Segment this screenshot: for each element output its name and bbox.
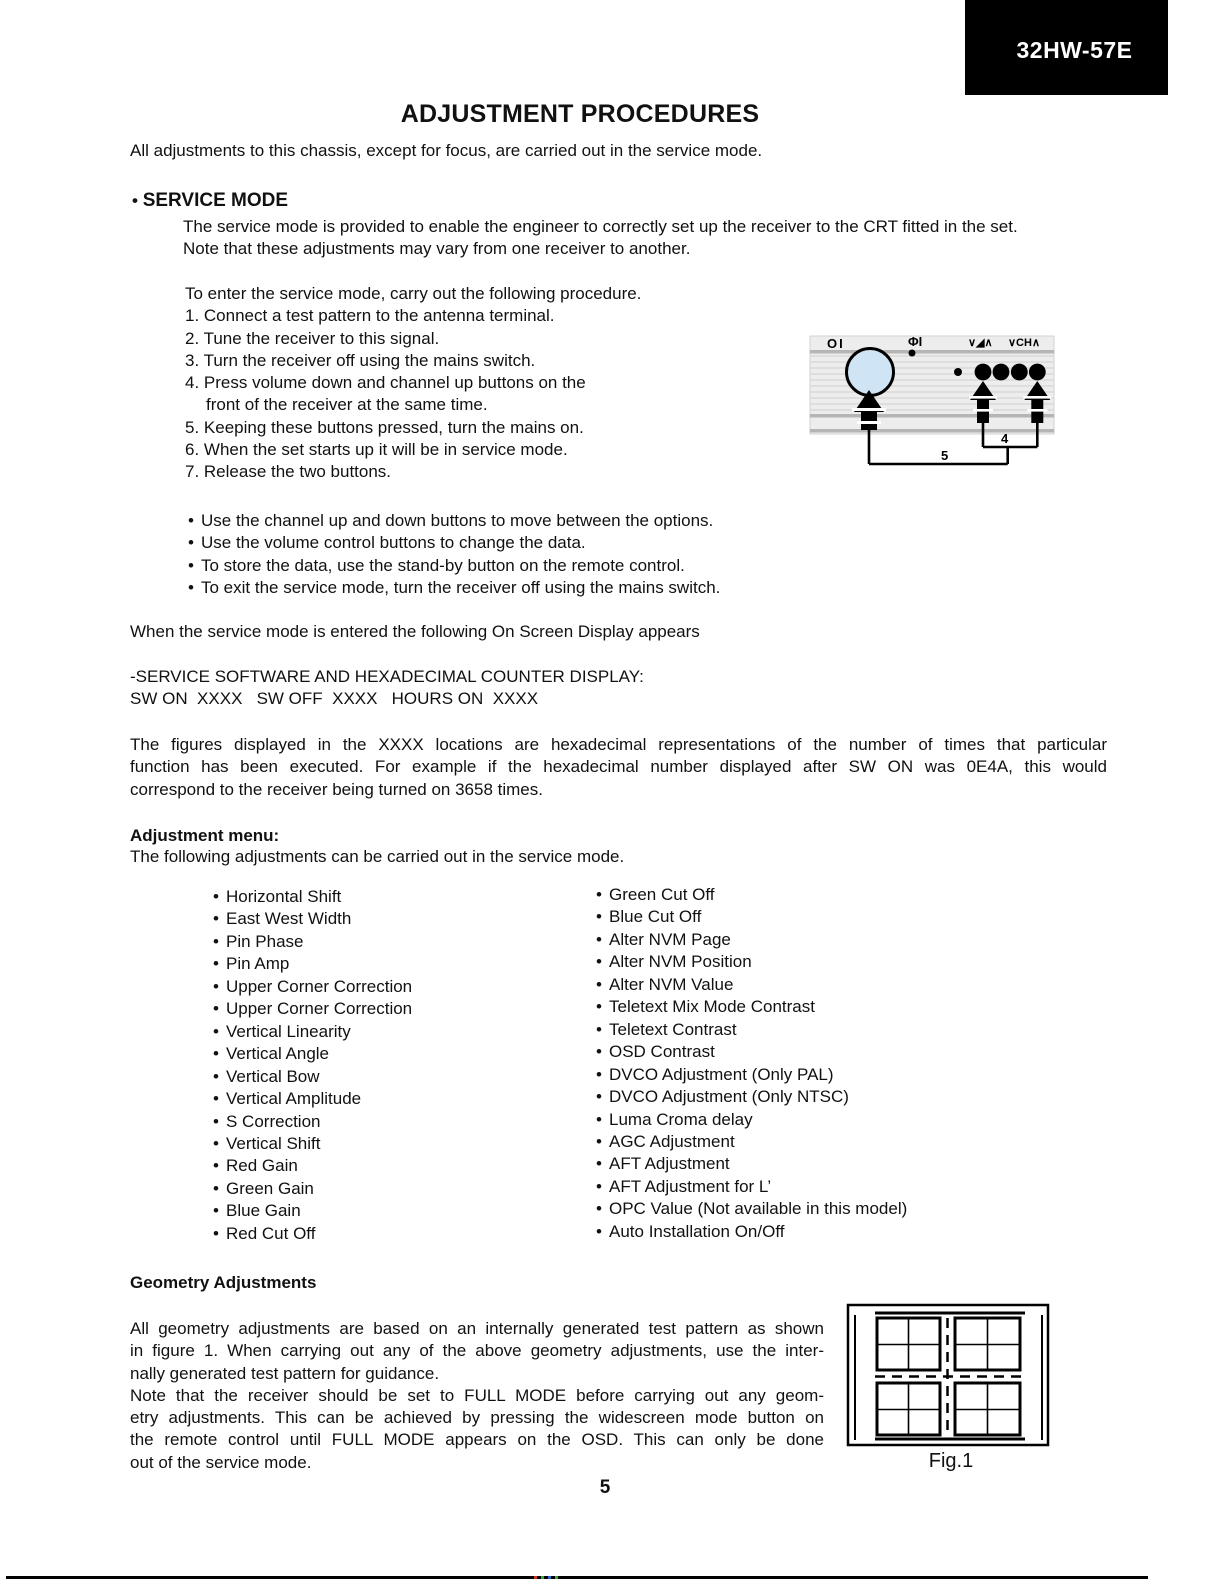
volume-buttons-symbol: ∨◢∧	[968, 337, 993, 349]
page-number: 5	[599, 1477, 611, 1498]
procedure-step: 6. When the set starts up it will be in service mode.	[185, 440, 568, 460]
tip-item: • To exit the service mode, turn the receiver off using the mains switch.	[188, 577, 720, 599]
adjustment-item: • AFT Adjustment for L’	[596, 1176, 907, 1198]
adjustment-item: • Green Gain	[213, 1178, 412, 1200]
tip-item: • To store the data, use the stand-by button on the remote control.	[188, 555, 720, 577]
adjustment-item: • DVCO Adjustment (Only PAL)	[596, 1064, 907, 1086]
channel-buttons-symbol: ∨CH∧	[1008, 337, 1040, 349]
procedure-intro: To enter the service mode, carry out the following procedure.	[185, 284, 642, 303]
mains-switch-knob	[847, 349, 894, 396]
procedure-step-continuation: front of the receiver at the same time.	[206, 395, 488, 415]
step4-callout-label: 4	[1001, 431, 1009, 446]
procedure-step: 3. Turn the receiver off using the mains switch.	[185, 350, 536, 370]
adjustment-item: • Alter NVM Position	[596, 951, 907, 973]
geometry-paragraph	[130, 1318, 824, 1474]
adjustment-item: • Blue Cut Off	[596, 906, 907, 928]
adjustment-item: • Vertical Angle	[213, 1043, 412, 1065]
model-banner	[965, 0, 1168, 95]
adjustment-item: • Auto Installation On/Off	[596, 1221, 907, 1243]
bottom-print-edge	[6, 1576, 1148, 1579]
adjustment-item: • Teletext Contrast	[596, 1019, 907, 1041]
adjustment-item: • Blue Gain	[213, 1200, 412, 1222]
osd-display-title: -SERVICE SOFTWARE AND HEXADECIMAL COUNTER DISPLAY:	[130, 667, 644, 686]
adjustment-item: • East West Width	[213, 908, 412, 930]
procedure-step: 5. Keeping these buttons pressed, turn the mains on.	[185, 417, 584, 437]
service-mode-tips	[188, 510, 720, 599]
tip-item: • Use the volume control buttons to change the data.	[188, 532, 720, 554]
adjustment-item: • Upper Corner Correction	[213, 976, 412, 998]
adjustment-item: • Alter NVM Value	[596, 974, 907, 996]
hex-explanation	[130, 734, 1107, 801]
adjustment-item: • Red Cut Off	[213, 1223, 412, 1245]
adjustment-left-column	[213, 886, 412, 1245]
standby-symbol: ΦI	[908, 334, 923, 349]
volume-up-button	[993, 364, 1010, 381]
adjustment-menu-heading: Adjustment menu:	[130, 826, 280, 845]
service-mode-description	[183, 216, 1018, 261]
osd-intro: When the service mode is entered the following On Screen Display appears	[130, 622, 700, 641]
front-panel-diagram	[800, 330, 1060, 480]
geometry-line: nally generated test pattern for guidance.	[130, 1363, 440, 1383]
geometry-line: in figure 1. When carrying out any of the above geometry adjustments, use the inter-	[130, 1341, 824, 1361]
adjustment-item: • Luma Croma delay	[596, 1109, 907, 1131]
hex-explanation-line: function has been executed. For example if the hexadecimal number displayed after SW ON was 0E4A, this would	[130, 757, 1107, 777]
power-symbol: OI	[827, 336, 845, 351]
adjustment-item: • DVCO Adjustment (Only NTSC)	[596, 1086, 907, 1108]
adjustment-item: • OSD Contrast	[596, 1041, 907, 1063]
adjustment-item: • Vertical Linearity	[213, 1021, 412, 1043]
remote-sensor-dot	[954, 368, 962, 376]
standby-led	[909, 350, 916, 357]
adjustment-item: • Vertical Bow	[213, 1066, 412, 1088]
adjustment-item: • Horizontal Shift	[213, 886, 412, 908]
channel-down-button	[1011, 364, 1028, 381]
osd-display-line: SW ON XXXX SW OFF XXXX HOURS ON XXXX	[130, 689, 539, 708]
adjustment-item: • Pin Amp	[213, 953, 412, 975]
adjustment-item: • S Correction	[213, 1111, 412, 1133]
adjustment-item: • Alter NVM Page	[596, 929, 907, 951]
procedure-list	[185, 283, 641, 484]
print-registration-marks	[534, 1576, 568, 1579]
adjustment-item: • Vertical Amplitude	[213, 1088, 412, 1110]
geometry-line: All geometry adjustments are based on an internally generated test pattern as shown	[130, 1319, 824, 1338]
tip-item: • Use the channel up and down buttons to move between the options.	[188, 510, 720, 532]
adjustment-item: • Teletext Mix Mode Contrast	[596, 996, 907, 1018]
intro-text: All adjustments to this chassis, except for focus, are carried out in the service mode.	[130, 141, 763, 160]
volume-down-button	[975, 364, 992, 381]
adjustment-item: • Pin Phase	[213, 931, 412, 953]
adjustment-menu-subheading: The following adjustments can be carried out in the service mode.	[130, 847, 625, 866]
hex-explanation-line: The figures displayed in the XXXX locations are hexadecimal representations of the number of times that particular	[130, 735, 1107, 754]
procedure-step: 1. Connect a test pattern to the antenna terminal.	[185, 306, 555, 326]
geometry-heading: Geometry Adjustments	[130, 1273, 317, 1292]
procedure-step: 2. Tune the receiver to this signal.	[185, 328, 440, 348]
test-pattern-figure	[840, 1295, 1055, 1470]
service-mode-heading	[132, 190, 288, 212]
figure-caption: Fig.1	[928, 1450, 974, 1472]
geometry-line: Note that the receiver should be set to FULL MODE before carrying out any geom-	[130, 1385, 824, 1405]
adjustment-item: • Vertical Shift	[213, 1133, 412, 1155]
description-line: Note that these adjustments may vary from one receiver to another.	[183, 239, 691, 259]
adjustment-item: • AGC Adjustment	[596, 1131, 907, 1153]
service-mode-heading-label: SERVICE MODE	[142, 190, 289, 211]
step5-callout-label: 5	[941, 448, 949, 463]
adjustment-item: • OPC Value (Not available in this model)	[596, 1198, 907, 1220]
adjustment-right-column	[596, 884, 907, 1243]
procedure-step: 4. Press volume down and channel up buttons on the	[185, 373, 586, 393]
description-line: The service mode is provided to enable the engineer to correctly set up the receiver to the CRT fitted in the set.	[183, 217, 1018, 236]
adjustment-item: • Green Cut Off	[596, 884, 907, 906]
page-title: ADJUSTMENT PROCEDURES	[400, 100, 760, 128]
model-number: 32HW-57E	[1016, 37, 1133, 63]
hex-explanation-line: correspond to the receiver being turned on 3658 times.	[130, 779, 543, 799]
geometry-line: out of the service mode.	[130, 1452, 312, 1472]
procedure-step: 7. Release the two buttons.	[185, 462, 392, 482]
adjustment-item: • AFT Adjustment	[596, 1153, 907, 1175]
adjustment-item: • Upper Corner Correction	[213, 998, 412, 1020]
channel-up-button	[1029, 364, 1046, 381]
geometry-line: etry adjustments. This can be achieved by pressing the widescreen mode button on	[130, 1408, 824, 1428]
adjustment-item: • Red Gain	[213, 1155, 412, 1177]
geometry-line: the remote control until FULL MODE appears on the OSD. This can only be done	[130, 1430, 824, 1450]
